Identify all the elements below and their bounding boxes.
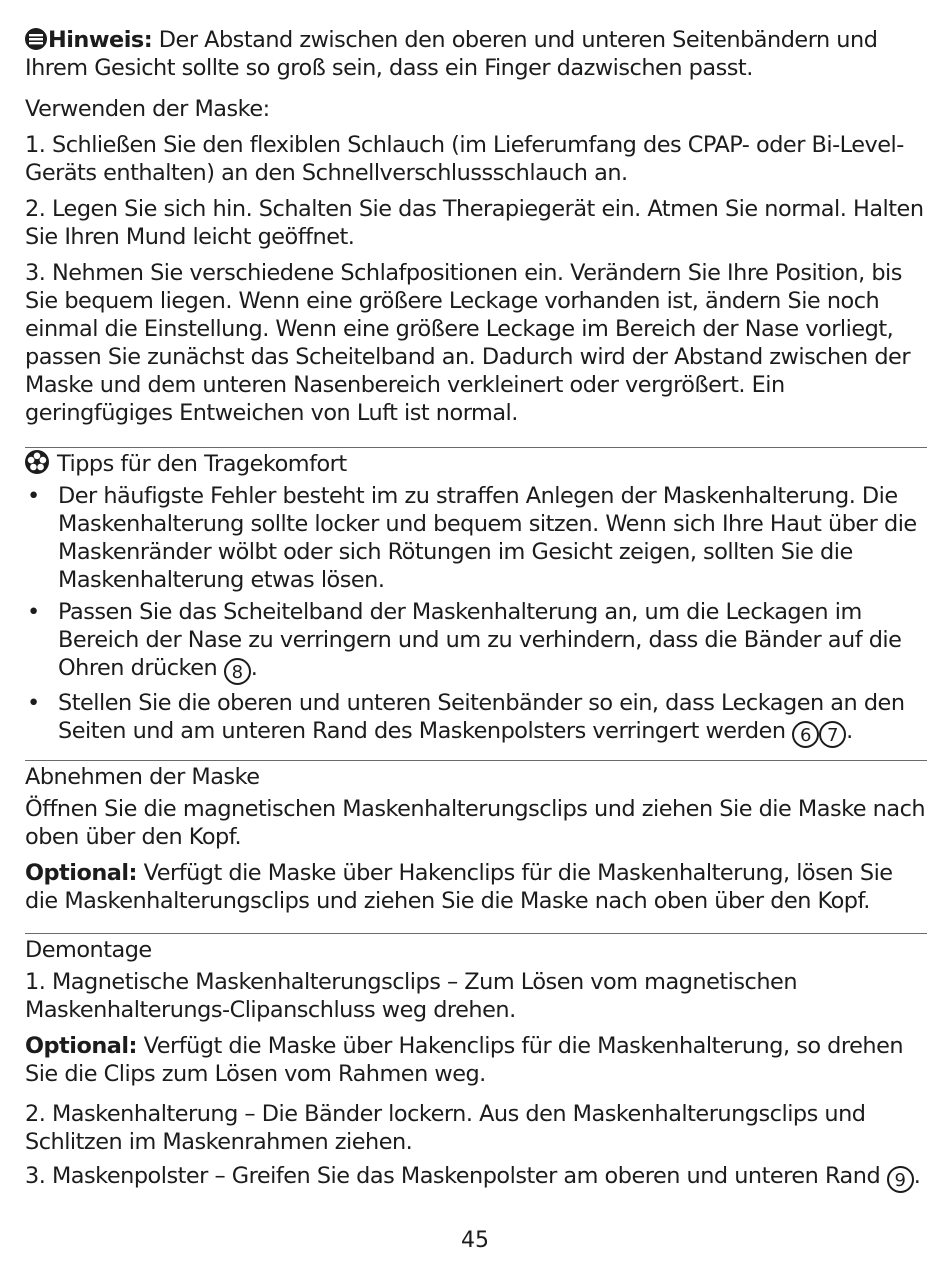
note-label: Hinweis: bbox=[48, 27, 153, 53]
step3-end: . bbox=[913, 1163, 921, 1189]
figure-ref-badge: 8 bbox=[224, 658, 251, 685]
list-item bbox=[25, 598, 927, 685]
page-number: 45 bbox=[461, 1228, 489, 1253]
optional-text: Verfügt die Maske über Hakenclips für die Maskenhalterung, lösen Sie die Maskenhalterungsclips und ziehen Sie die Maske nach oben über den Kopf. bbox=[25, 860, 893, 914]
figure-ref-badge: 6 bbox=[792, 721, 819, 748]
list-item bbox=[25, 482, 927, 594]
bullet-mark: • bbox=[27, 599, 40, 625]
tips-asterisk-icon bbox=[25, 450, 49, 474]
use-heading: Verwenden der Maske: bbox=[25, 96, 270, 122]
tip-end: . bbox=[846, 718, 853, 744]
bullet-mark: • bbox=[27, 690, 40, 716]
note-paragraph bbox=[25, 26, 927, 82]
removal-text: Öffnen Sie die magnetischen Maskenhalterungsclips und ziehen Sie die Maske nach oben über den Kopf. bbox=[25, 796, 926, 850]
tip-text: Stellen Sie die oberen und unteren Seitenbänder so ein, dass Leckagen an den Seiten und am unteren Rand des Maskenpolsters verringert werden bbox=[58, 690, 905, 744]
disassembly-title: Demontage bbox=[25, 937, 152, 963]
figure-ref-badge: 7 bbox=[819, 721, 846, 748]
disassembly-step-2: 2. Maskenhalterung – Die Bänder lockern. Aus den Maskenhalterungsclips und Schlitzen im Maskenrahmen ziehen. bbox=[25, 1101, 866, 1155]
note-lines-icon bbox=[25, 28, 47, 50]
section-divider bbox=[25, 933, 927, 934]
optional-text: Verfügt die Maske über Hakenclips für die Maskenhalterung, so drehen Sie die Clips zum Lösen vom Rahmen weg. bbox=[25, 1033, 904, 1087]
removal-title: Abnehmen der Maske bbox=[25, 764, 260, 790]
removal-optional bbox=[25, 859, 927, 915]
use-step-3: 3. Nehmen Sie verschiedene Schlafpositionen ein. Verändern Sie Ihre Position, bis Sie bequem liegen. Wenn eine größere Leckage vorhanden ist, ändern Sie noch einmal die Einstellung. Wenn eine größere Leckage im Bereich der Nase vorliegt, passen Sie zunächst das Scheitelband an. Dadurch wird der Abstand zwischen der Maske und dem unteren Nasenbereich verkleinert oder vergrößert. Ein geringfügiges Entweichen von Luft ist normal. bbox=[25, 260, 911, 426]
tips-title bbox=[25, 450, 927, 478]
figure-ref-badge: 9 bbox=[887, 1166, 914, 1193]
use-step-2: 2. Legen Sie sich hin. Schalten Sie das Therapiegerät ein. Atmen Sie normal. Halten Sie Ihren Mund leicht geöffnet. bbox=[25, 196, 924, 250]
tip-end: . bbox=[250, 655, 258, 681]
tip-text: Passen Sie das Scheitelband der Maskenhalterung an, um die Leckagen im Bereich der Nase zu verringern und um zu verhindern, dass die Bänder auf die Ohren drücken bbox=[58, 599, 902, 681]
tip-text: Der häufigste Fehler besteht im zu straffen Anlegen der Maskenhalterung. Die Maskenhalterung sollte locker und bequem sitzen. Wenn sich Ihre Haut über die Maskenränder wölbt oder sich Rötungen im Gesicht zeigen, sollten Sie die Maskenhalterung etwas lösen. bbox=[58, 483, 917, 593]
tips-list bbox=[25, 482, 927, 748]
disassembly-step-3 bbox=[25, 1162, 927, 1193]
disassembly-step-1: 1. Magnetische Maskenhalterungsclips – Zum Lösen vom magnetischen Maskenhalterungs-Clipanschluss weg drehen. bbox=[25, 969, 798, 1023]
optional-label: Optional: bbox=[25, 1033, 138, 1059]
section-divider bbox=[25, 447, 927, 448]
step3-text: 3. Maskenpolster – Greifen Sie das Maskenpolster am oberen und unteren Rand bbox=[25, 1163, 887, 1189]
page-content bbox=[25, 26, 927, 1201]
disassembly-optional bbox=[25, 1032, 927, 1088]
note-text: Der Abstand zwischen den oberen und unteren Seitenbändern und Ihrem Gesicht sollte so groß sein, dass ein Finger dazwischen passt. bbox=[25, 27, 878, 81]
optional-label: Optional: bbox=[25, 860, 138, 886]
list-item bbox=[25, 689, 927, 748]
bullet-mark: • bbox=[27, 483, 40, 509]
section-divider bbox=[25, 760, 927, 761]
tips-title-text: Tipps für den Tragekomfort bbox=[57, 451, 347, 477]
use-step-1: 1. Schließen Sie den flexiblen Schlauch (im Lieferumfang des CPAP- oder Bi-Level-Geräts enthalten) an den Schnellverschlussschlauch an. bbox=[25, 132, 904, 186]
